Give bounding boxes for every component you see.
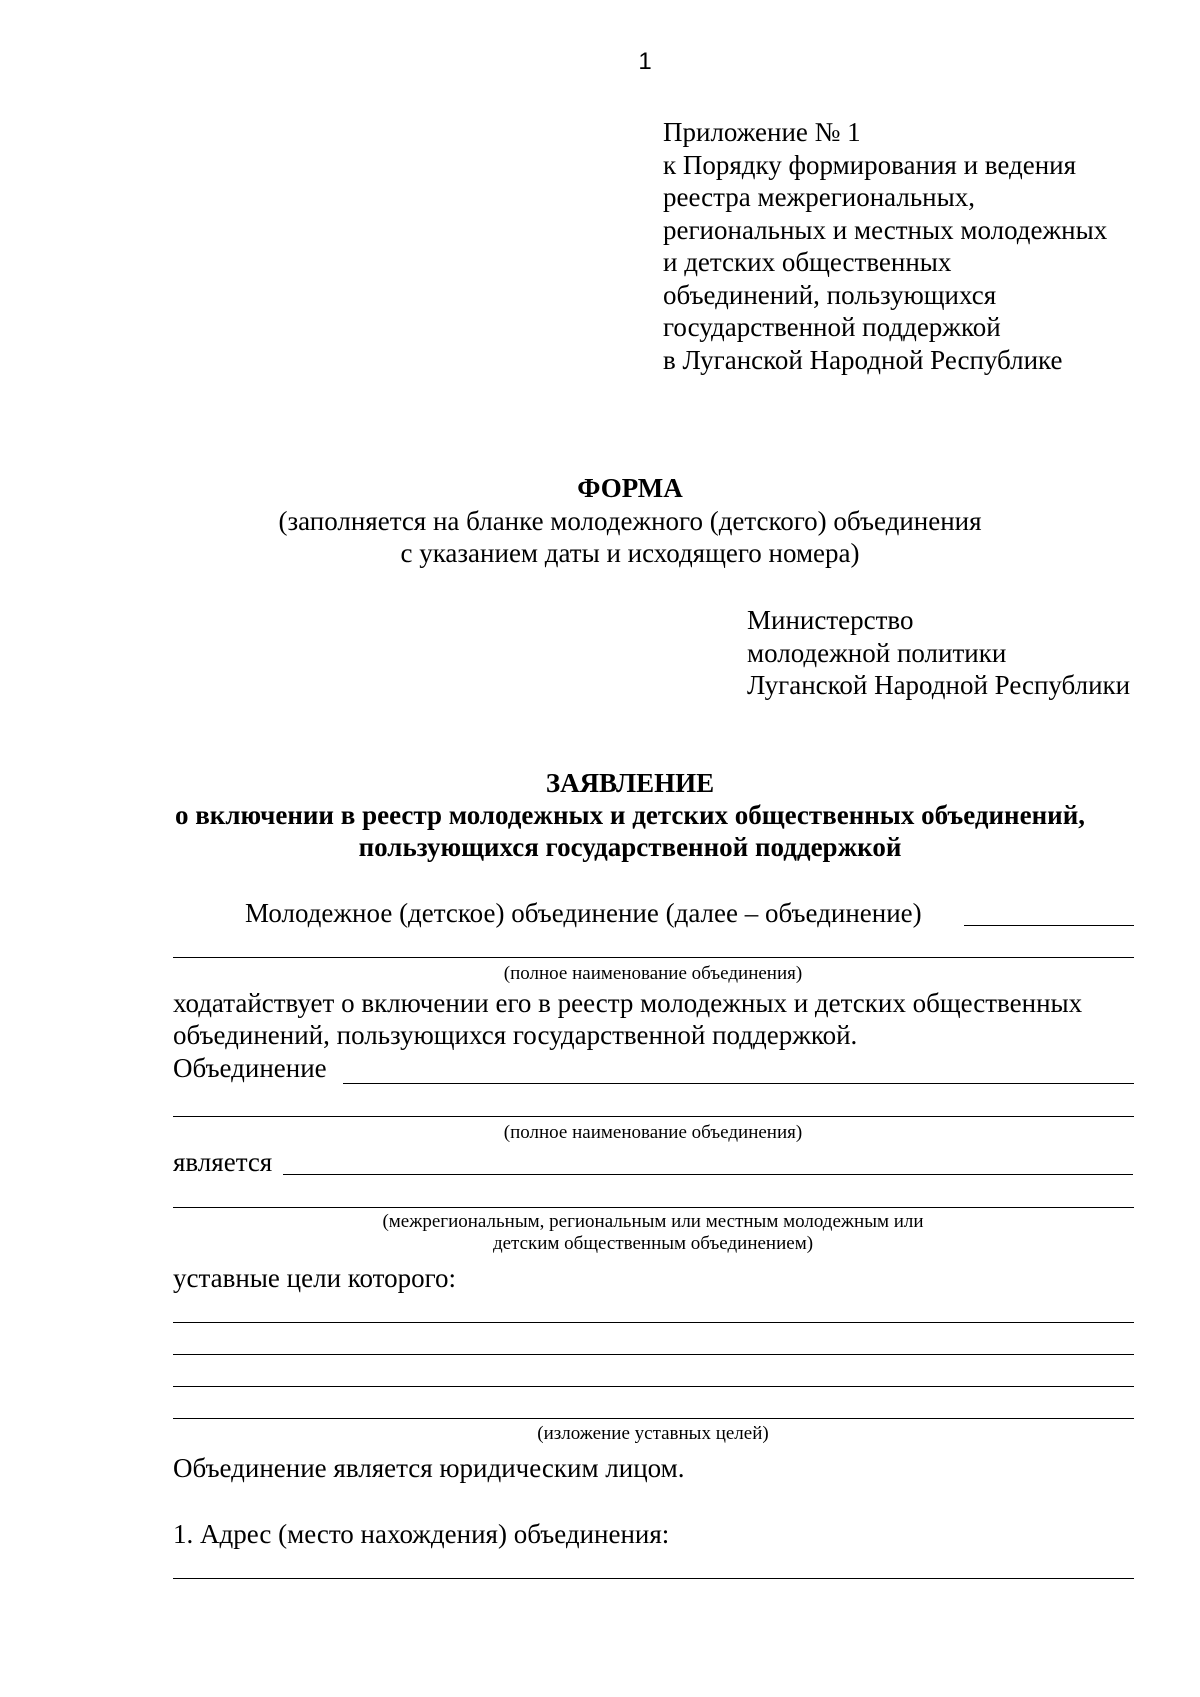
goals-field-line[interactable] xyxy=(173,1354,1134,1355)
petition-text-line: объединений, пользующихся государственной поддержкой. xyxy=(173,1020,858,1050)
is-label: является xyxy=(173,1147,273,1177)
form-title: ФОРМА xyxy=(577,473,683,503)
goals-field-line[interactable] xyxy=(173,1322,1134,1323)
addressee-block xyxy=(747,604,1130,702)
association-type-field-continued[interactable] xyxy=(173,1207,1134,1208)
statement-subtitle-line: пользующихся государственной поддержкой xyxy=(358,832,902,862)
caption-full-name: (полное наименование объединения) xyxy=(503,963,803,984)
appendix-line: Приложение № 1 xyxy=(663,117,861,147)
appendix-line: и детских общественных xyxy=(663,247,952,277)
caption-goals: (изложение уставных целей) xyxy=(537,1423,769,1444)
addressee-line: Луганской Народной Республики xyxy=(747,670,1131,700)
address-field[interactable] xyxy=(173,1578,1134,1579)
goals-field-line[interactable] xyxy=(173,1418,1134,1419)
goals-label: уставные цели которого: xyxy=(173,1263,457,1293)
appendix-line: реестра межрегиональных, xyxy=(663,182,976,212)
appendix-line: объединений, пользующихся xyxy=(663,279,997,310)
form-note-line: с указанием даты и исходящего номера) xyxy=(400,538,860,568)
form-note xyxy=(0,505,1200,569)
addressee-line: Министерство xyxy=(747,605,914,635)
association-full-name-field-continued[interactable] xyxy=(173,1116,1134,1117)
caption-line: (межрегиональным, региональным или местным молодежным или xyxy=(382,1211,924,1232)
association-label: Объединение xyxy=(173,1053,327,1083)
statement-title: ЗАЯВЛЕНИЕ xyxy=(545,768,715,798)
appendix-line: государственной поддержкой xyxy=(663,312,1001,342)
association-name-field-continued[interactable] xyxy=(173,957,1134,958)
caption-association-type xyxy=(173,1211,1133,1255)
statement-heading xyxy=(0,767,1200,863)
goals-field-line[interactable] xyxy=(173,1386,1134,1387)
statement-subtitle-line: о включении в реестр молодежных и детских общественных объединений, xyxy=(174,800,1086,830)
caption-full-name: (полное наименование объединения) xyxy=(503,1122,803,1143)
appendix-header xyxy=(663,116,1107,376)
association-name-field[interactable] xyxy=(964,925,1134,926)
petition-text-line: ходатайствует о включении его в реестр молодежных и детских общественных xyxy=(173,988,1083,1018)
caption-line: детским общественным объединением) xyxy=(492,1233,814,1254)
association-type-field[interactable] xyxy=(283,1174,1133,1175)
addressee-line: молодежной политики xyxy=(747,637,1007,668)
intro-text: Молодежное (детское) объединение (далее – объединение) xyxy=(245,898,922,928)
page-number: 1 xyxy=(638,48,652,75)
appendix-line: к Порядку формирования и ведения xyxy=(663,149,1077,180)
appendix-line: в Луганской Народной Республике xyxy=(663,344,1063,375)
association-full-name-field[interactable] xyxy=(343,1083,1134,1084)
form-note-line: (заполняется на бланке молодежного (детского) объединения xyxy=(278,506,982,536)
appendix-line: региональных и местных молодежных xyxy=(663,214,1108,245)
legal-entity-text: Объединение является юридическим лицом. xyxy=(173,1453,685,1483)
address-label: 1. Адрес (место нахождения) объединения: xyxy=(173,1519,670,1549)
